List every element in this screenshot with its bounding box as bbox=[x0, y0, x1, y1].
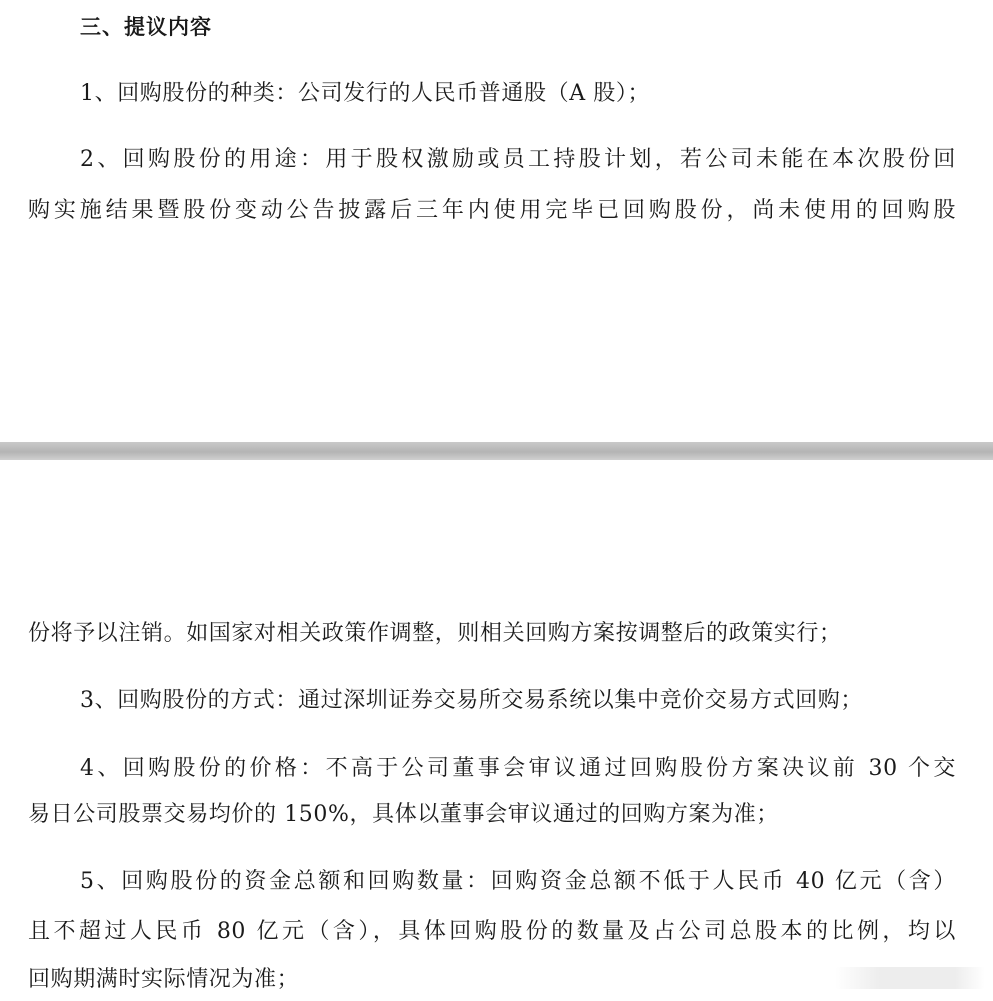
section-heading: 三、提议内容 bbox=[80, 15, 212, 39]
item-5-amount-line-3: 回购期满时实际情况为准； bbox=[28, 967, 300, 992]
item-2-purpose-line-2: 购实施结果暨股份变动公告披露后三年内使用完毕已回购股份，尚未使用的回购股 bbox=[28, 198, 956, 223]
item-4-price-line-2: 易日公司股票交易均价的 150%，具体以董事会审议通过的回购方案为准； bbox=[28, 802, 779, 827]
item-2-purpose-line-3: 份将予以注销。如国家对相关政策作调整，则相关回购方案按调整后的政策实行； bbox=[28, 621, 842, 646]
item-1-type: 1、回购股份的种类：公司发行的人民币普通股（A 股）； bbox=[80, 81, 651, 106]
page-break-separator bbox=[0, 442, 993, 460]
watermark bbox=[835, 967, 985, 989]
document-page-top bbox=[0, 0, 993, 442]
item-2-purpose-line-1: 2、回购股份的用途：用于股权激励或员工持股计划，若公司未能在本次股份回 bbox=[80, 147, 956, 172]
item-5-amount-line-2: 且不超过人民币 80 亿元（含），具体回购股份的数量及占公司总股本的比例，均以 bbox=[28, 919, 956, 944]
item-3-method: 3、回购股份的方式：通过深圳证券交易所交易系统以集中竞价交易方式回购； bbox=[80, 688, 863, 713]
item-4-price-line-1: 4、回购股份的价格：不高于公司董事会审议通过回购股份方案决议前 30 个交 bbox=[80, 756, 956, 781]
document-page-bottom bbox=[0, 460, 993, 1001]
item-5-amount-line-1: 5、回购股份的资金总额和回购数量：回购资金总额不低于人民币 40 亿元（含） bbox=[80, 869, 956, 894]
